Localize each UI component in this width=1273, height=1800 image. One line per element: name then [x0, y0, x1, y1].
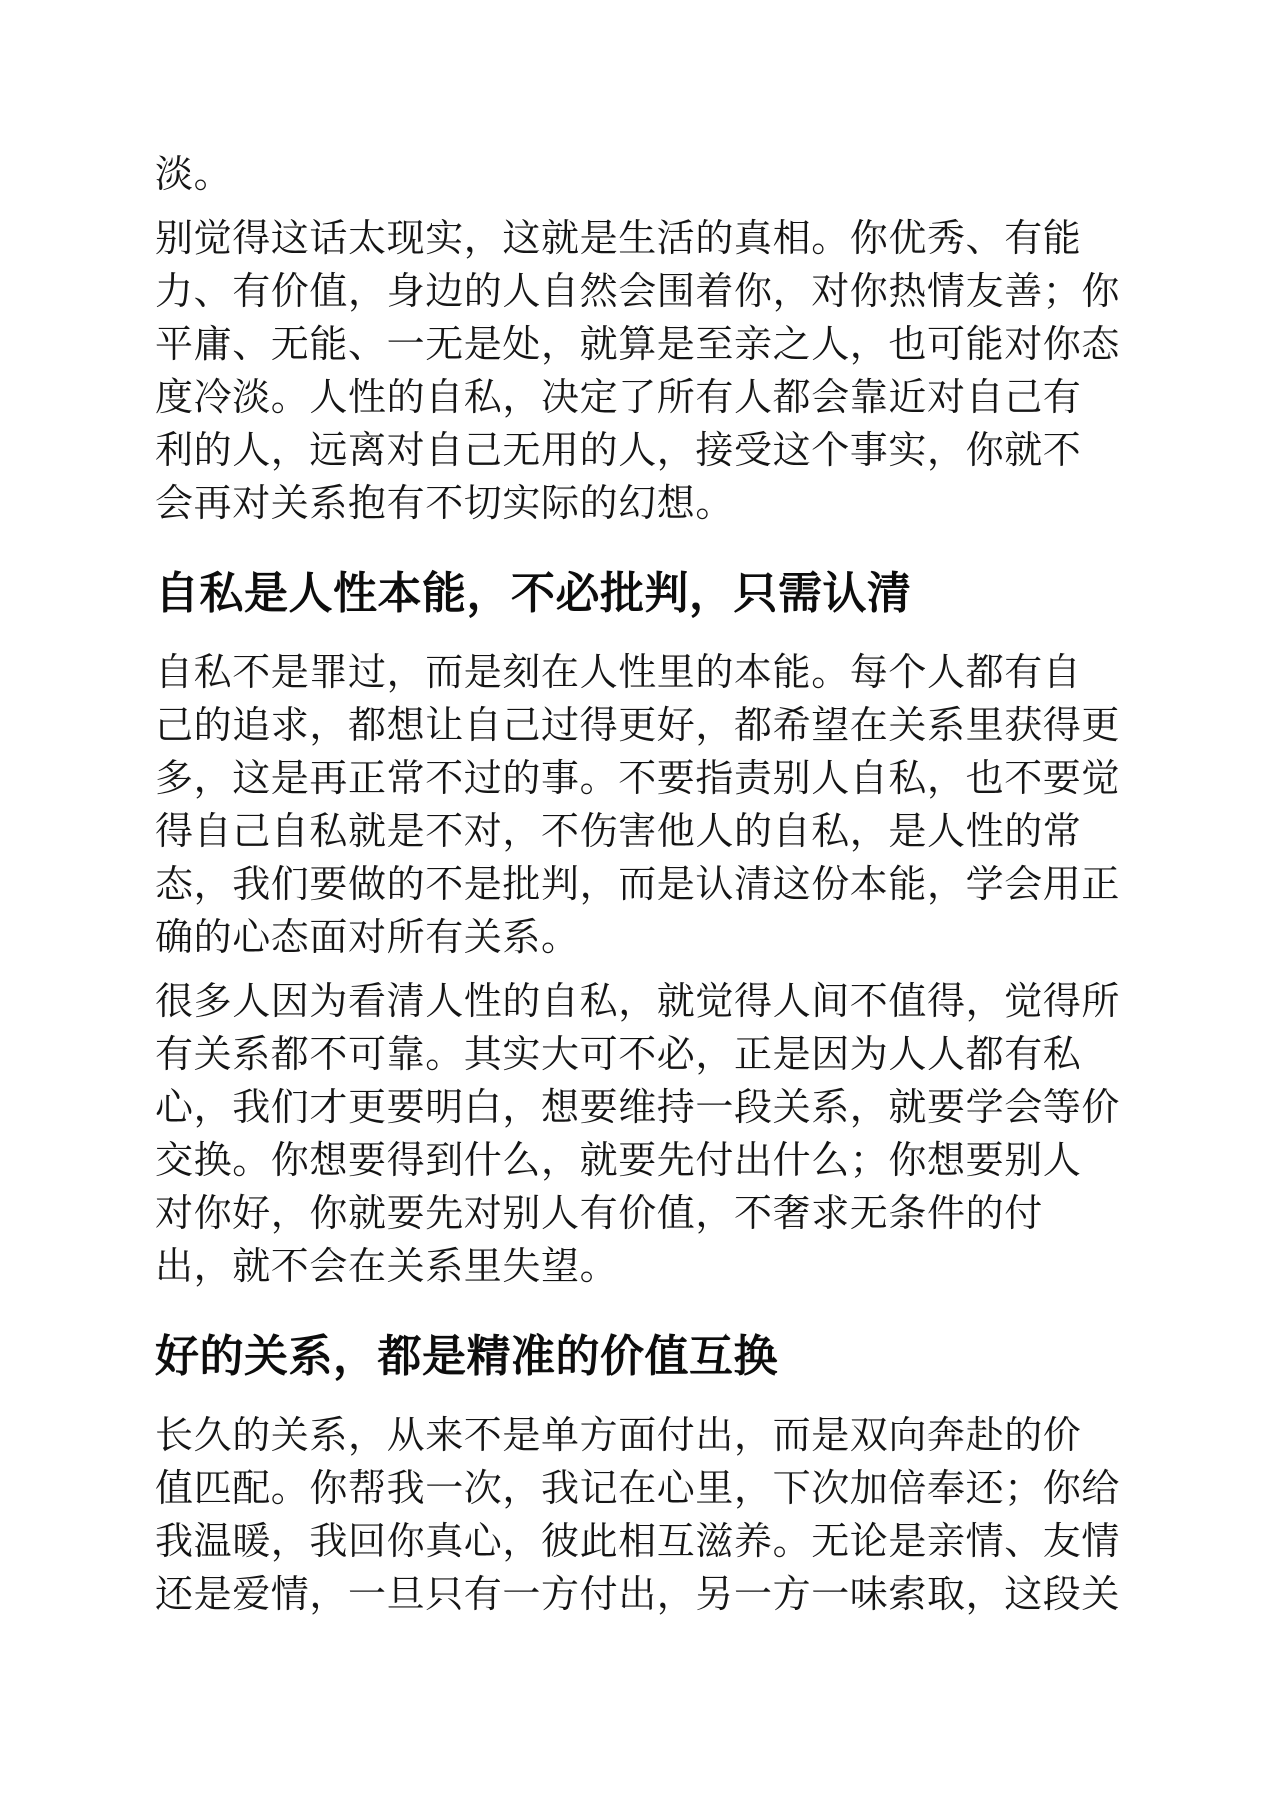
section-heading-2: 好的关系，都是精准的价值互换	[155, 1331, 778, 1382]
text-line: 确的心态面对所有关系。	[155, 915, 580, 959]
text-line: 长久的关系，从来不是单方面付出，而是双向奔赴的价	[155, 1413, 1082, 1457]
text-line: 我温暖，我回你真心，彼此相互滋养。无论是亲情、友情	[155, 1519, 1121, 1563]
text-line: 多，这是再正常不过的事。不要指责别人自私，也不要觉	[155, 756, 1121, 800]
article-body	[155, 148, 1123, 1621]
text-line: 心，我们才更要明白，想要维持一段关系，就要学会等价	[155, 1085, 1121, 1129]
text-line: 会再对关系抱有不切实际的幻想。	[155, 481, 735, 525]
paragraph-2	[155, 212, 1123, 530]
text-line: 力、有价值，身边的人自然会围着你，对你热情友善；你	[155, 269, 1121, 313]
text-line: 度冷淡。人性的自私，决定了所有人都会靠近对自己有	[155, 375, 1082, 419]
text-line: 态，我们要做的不是批判，而是认清这份本能，学会用正	[155, 862, 1121, 906]
paragraph-1	[155, 148, 1123, 201]
text-line: 利的人，远离对自己无用的人，接受这个事实，你就不	[155, 428, 1082, 472]
text-line: 有关系都不可靠。其实大可不必，正是因为人人都有私	[155, 1032, 1082, 1076]
text-line: 淡。	[155, 152, 233, 196]
text-line: 还是爱情，一旦只有一方付出，另一方一味索取，这段关	[155, 1572, 1121, 1616]
paragraph-3	[155, 646, 1123, 964]
text-line: 很多人因为看清人性的自私，就觉得人间不值得，觉得所	[155, 979, 1121, 1023]
text-line: 自私不是罪过，而是刻在人性里的本能。每个人都有自	[155, 650, 1082, 694]
text-line: 值匹配。你帮我一次，我记在心里，下次加倍奉还；你给	[155, 1466, 1121, 1510]
paragraph-4	[155, 975, 1123, 1293]
text-line: 得自己自私就是不对，不伤害他人的自私，是人性的常	[155, 809, 1082, 853]
text-line: 别觉得这话太现实，这就是生活的真相。你优秀、有能	[155, 216, 1082, 260]
paragraph-5	[155, 1409, 1123, 1621]
text-line: 出，就不会在关系里失望。	[155, 1244, 619, 1288]
text-line: 对你好，你就要先对别人有价值，不奢求无条件的付	[155, 1191, 1043, 1235]
text-line: 交换。你想要得到什么，就要先付出什么；你想要别人	[155, 1138, 1082, 1182]
text-line: 己的追求，都想让自己过得更好，都希望在关系里获得更	[155, 703, 1121, 747]
text-line: 平庸、无能、一无是处，就算是至亲之人，也可能对你态	[155, 322, 1121, 366]
section-heading-1: 自私是人性本能，不必批判，只需认清	[155, 568, 912, 619]
